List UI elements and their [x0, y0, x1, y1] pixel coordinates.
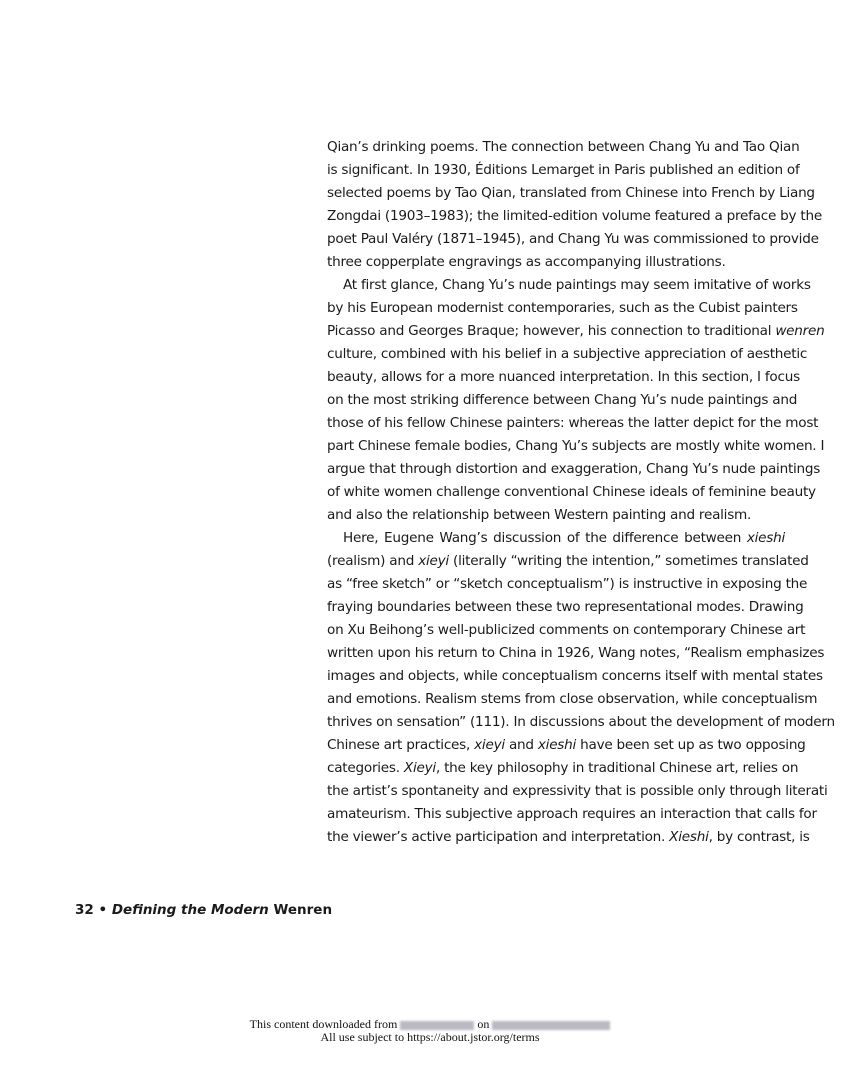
text-line	[327, 550, 809, 573]
text-line	[327, 412, 819, 435]
download-prefix: This content downloaded from	[249, 1017, 401, 1031]
text-run: images and objects, while conceptualism concerns itself with mental states	[327, 668, 823, 685]
text-line	[327, 826, 810, 849]
text-run: Picasso and Georges Braque; however, his connection to traditional	[327, 323, 776, 340]
text-run: as “free sketch” or “sketch conceptualism”) is instructive in exposing the	[327, 576, 808, 593]
italic-term: xieshi	[746, 530, 785, 547]
text-line	[327, 481, 816, 504]
text-line	[327, 274, 811, 297]
text-run: At first glance, Chang Yu’s nude paintings may seem imitative of works	[343, 277, 811, 294]
text-line	[327, 619, 806, 642]
text-line	[327, 366, 800, 389]
text-run: by his European modernist contemporaries, such as the Cubist painters	[327, 300, 798, 317]
page-footer-folio	[75, 902, 332, 918]
text-line	[327, 435, 825, 458]
text-run: poet Paul Valéry (1871–1945), and Chang Yu was commissioned to provide	[327, 231, 819, 248]
text-run: part Chinese female bodies, Chang Yu’s subjects are mostly white women. I	[327, 438, 825, 455]
text-run: beauty, allows for a more nuanced interpretation. In this section, I focus	[327, 369, 800, 386]
text-line	[327, 757, 799, 780]
text-run: those of his fellow Chinese painters: whereas the latter depict for the most	[327, 415, 819, 432]
terms-line: All use subject to https://about.jstor.org/terms	[320, 1030, 540, 1044]
download-line	[0, 1018, 860, 1031]
text-line	[327, 159, 800, 182]
text-run: written upon his return to China in 1926, Wang notes, “Realism emphasizes	[327, 645, 825, 662]
text-line	[327, 596, 804, 619]
paragraph	[327, 274, 825, 527]
text-line	[327, 688, 818, 711]
text-run: (realism) and	[327, 553, 419, 570]
text-run: culture, combined with his belief in a subjective appreciation of aesthetic	[327, 346, 808, 363]
text-run: fraying boundaries between these two representational modes. Drawing	[327, 599, 804, 616]
text-run: thrives on sensation” (111). In discussions about the development of modern	[327, 714, 835, 731]
text-run: Here, Eugene Wang’s discussion of the difference between	[343, 530, 747, 547]
italic-term: xieshi	[537, 737, 577, 754]
text-line	[327, 182, 815, 205]
text-line	[327, 780, 828, 803]
text-run: the artist’s spontaneity and expressivity that is possible only through literati	[327, 783, 828, 800]
text-run: and also the relationship between Western painting and realism.	[327, 507, 752, 524]
text-run: categories.	[327, 760, 404, 777]
text-run: is significant. In 1930, Éditions Lemarget in Paris published an edition of	[327, 162, 800, 179]
text-run: and emotions. Realism stems from close observation, while conceptualism	[327, 691, 818, 708]
page-number: 32	[75, 902, 94, 918]
text-line	[327, 343, 808, 366]
paragraph	[327, 527, 835, 849]
text-line	[327, 573, 808, 596]
text-run: (literally “writing the intention,” sometimes translated	[448, 553, 809, 570]
text-line	[327, 389, 798, 412]
text-line	[327, 136, 800, 159]
italic-term: xieyi	[418, 553, 449, 570]
text-line	[327, 642, 825, 665]
text-run: the viewer’s active participation and interpretation.	[327, 829, 670, 846]
italic-term: wenren	[775, 323, 825, 340]
italic-term: xieyi	[474, 737, 505, 754]
text-run: and	[504, 737, 538, 754]
redacted-ip	[400, 1021, 474, 1030]
text-run: on Xu Beihong’s well-publicized comments on contemporary Chinese art	[327, 622, 806, 639]
text-run: , by contrast, is	[708, 829, 810, 846]
text-line	[327, 711, 835, 734]
text-line	[327, 665, 823, 688]
text-run: selected poems by Tao Qian, translated from Chinese into French by Liang	[327, 185, 815, 202]
text-line	[327, 251, 785, 274]
text-run: three copperplate engravings as accompanying illustrations.	[327, 254, 726, 271]
text-line	[327, 205, 822, 228]
text-line	[327, 504, 785, 527]
text-run: of white women challenge conventional Chinese ideals of feminine beauty	[327, 484, 816, 501]
italic-term: Xieshi	[669, 829, 709, 846]
text-run: Qian’s drinking poems. The connection between Chang Yu and Tao Qian	[327, 139, 800, 155]
bullet-separator: •	[93, 902, 112, 918]
text-line	[327, 734, 806, 757]
text-run: , the key philosophy in traditional Chinese art, relies on	[435, 760, 799, 777]
running-title-italic: Defining the Modern	[111, 902, 269, 918]
text-line	[327, 803, 817, 826]
text-line	[327, 228, 819, 251]
text-line	[327, 458, 821, 481]
body-text	[327, 136, 835, 849]
text-run: argue that through distortion and exaggeration, Chang Yu’s nude paintings	[327, 461, 821, 478]
text-run: amateurism. This subjective approach requires an interaction that calls for	[327, 806, 817, 823]
redacted-date	[492, 1021, 610, 1030]
text-line	[327, 297, 798, 320]
italic-term: Xieyi	[403, 760, 436, 777]
paragraph	[327, 136, 822, 274]
text-run: have been set up as two opposing	[576, 737, 806, 754]
jstor-download-notice	[0, 1018, 860, 1044]
text-run: on the most striking difference between Chang Yu’s nude paintings and	[327, 392, 798, 409]
running-title-roman: Wenren	[268, 902, 333, 918]
text-run: Zongdai (1903–1983); the limited-edition volume featured a preface by the	[327, 208, 822, 225]
text-run: Chinese art practices,	[327, 737, 475, 754]
text-line	[327, 527, 785, 550]
download-on: on	[474, 1017, 493, 1031]
text-line	[327, 320, 825, 343]
